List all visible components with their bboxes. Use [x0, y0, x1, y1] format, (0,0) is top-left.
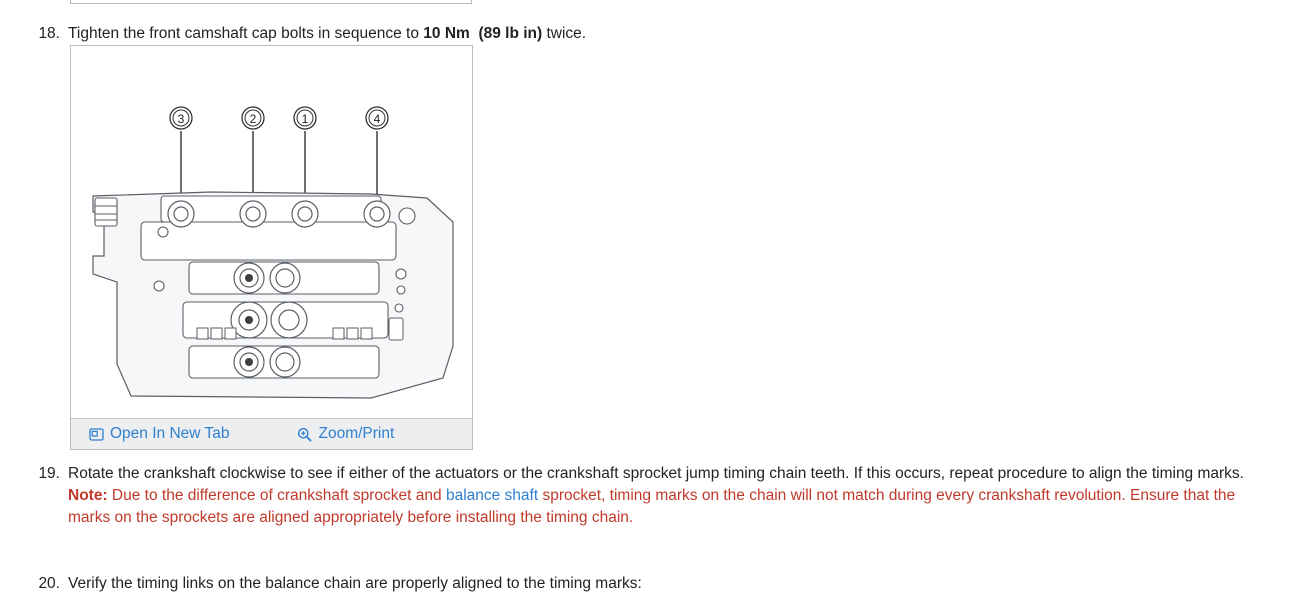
step-18-torque-imperial: (89 lb in)	[478, 25, 543, 42]
open-in-new-tab-button[interactable]	[89, 423, 229, 445]
step-18-text	[68, 23, 1278, 45]
step-18-text-before: Tighten the front camshaft cap bolts in sequence to	[68, 25, 424, 42]
svg-text:4: 4	[373, 112, 381, 126]
step-20-number: 20.	[38, 575, 60, 592]
svg-text:1: 1	[301, 112, 309, 126]
step-18-text-after: twice.	[542, 25, 587, 42]
step-19-text: Rotate the crankshaft clockwise to see if either of the actuators or the crankshaft sprocket jump timing chain teeth. If this occurs, repeat procedure to align the timing marks.	[68, 465, 1244, 482]
previous-figure-frame-remnant	[70, 0, 472, 4]
zoom-print-button[interactable]	[297, 423, 394, 445]
figure-container	[70, 45, 473, 450]
svg-text:3: 3	[177, 112, 185, 126]
step-18-number: 18.	[38, 25, 60, 42]
balance-shaft-link[interactable]: balance shaft	[445, 487, 539, 504]
step-20-text: Verify the timing links on the balance chain are properly aligned to the timing marks:	[68, 575, 642, 592]
step-18-torque-nm: 10 Nm	[423, 25, 470, 42]
step-19-note-label: Note:	[68, 487, 108, 504]
camshaft-cap-bolt-sequence-diagram	[71, 46, 472, 418]
step-19-note-part1: Due to the difference of crankshaft sprocket and	[107, 487, 446, 504]
open-in-new-tab-icon	[89, 427, 104, 442]
step-18	[38, 23, 1278, 45]
step-20	[38, 573, 1278, 595]
step-19-note-part2: sprocket, timing marks on the chain will not match during every crankshaft revolution. Ensure that the marks on the sprockets are aligned appropriately before installing the timing chain.	[68, 487, 1236, 526]
zoom-print-label: Zoom/Print	[318, 425, 395, 442]
figure-toolbar	[71, 418, 472, 449]
step-19-body	[68, 463, 1278, 529]
open-in-new-tab-label: Open In New Tab	[110, 425, 230, 442]
step-19	[38, 463, 1278, 529]
svg-text:2: 2	[249, 112, 257, 126]
step-19-number: 19.	[38, 465, 60, 482]
magnifier-plus-icon	[297, 427, 312, 442]
